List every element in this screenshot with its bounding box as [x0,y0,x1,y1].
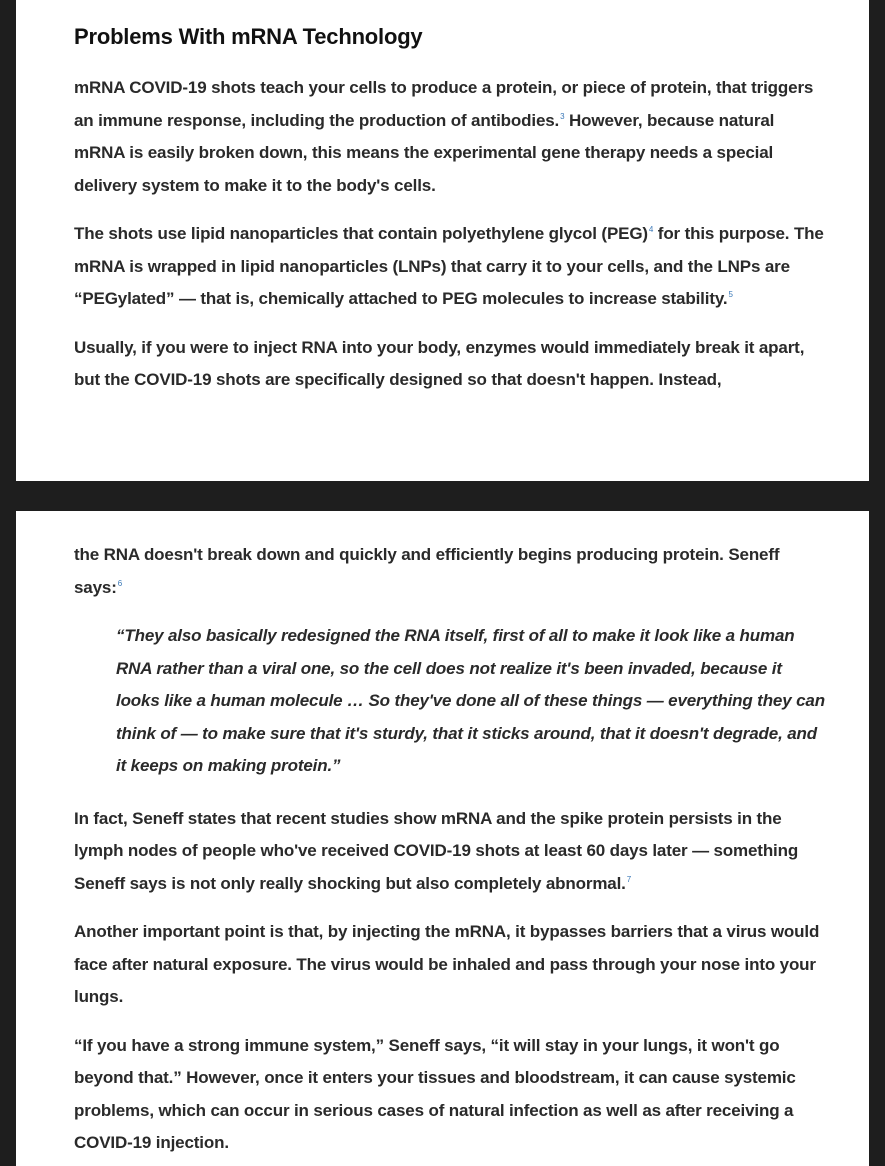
paragraph-text: However, because natural mRNA is easily broken down, this means the experimental gene therapy needs a special delivery system to make it to the body's cells. [74,110,775,195]
paragraph-mrna-shots [74,72,829,202]
paragraph-text: mRNA COVID-19 shots teach your cells to produce a protein, or piece of protein, that triggers an immune response, including the production of antibodies. [74,78,814,130]
paragraph-lymph-nodes [74,803,829,901]
footnote-link-6[interactable]: 6 [117,578,123,588]
paragraph-text: The shots use lipid nanoparticles that contain polyethylene glycol (PEG) [74,224,648,243]
paragraph-inject-rna: Usually, if you were to inject RNA into your body, enzymes would immediately break it apart, but the COVID-19 shots are specifically designed so that doesn't happen. Instead, [74,337,805,389]
paragraph-text: In fact, Seneff states that recent studies show mRNA and the spike protein persists in the lymph nodes of people who've received COVID-19 shots at least 60 days later — something Seneff says is not only really shocking but also completely abnormal. [74,808,799,893]
article-page-top [16,0,869,481]
paragraph-text: for this purpose. The mRNA is wrapped in lipid nanoparticles (LNPs) that carry it to your cells, and the LNPs are “PEGylated” — that is, chemically attached to PEG molecules to increase stability. [74,224,824,308]
footnote-link-4[interactable]: 4 [648,225,654,235]
paragraph-lipid-nanoparticles [74,218,829,316]
article-page-bottom [16,511,869,1166]
paragraph-rna-continues [74,539,829,604]
footnote-link-7[interactable]: 7 [626,874,632,884]
section-heading: Problems With mRNA Technology [74,24,423,49]
blockquote-seneff: “They also basically redesigned the RNA itself, first of all to make it look like a human RNA rather than a viral one, so the cell does not realize it's been invaded, because it looks like a human molecule … So they've done all of these things — everything they can think of — to make sure that it's sturdy, that it sticks around, that it doesn't degrade, and it keeps on making protein.” [116,626,825,775]
paragraph-barriers: Another important point is that, by injecting the mRNA, it bypasses barriers that a virus would face after natural exposure. The virus would be inhaled and pass through your nose into your lungs. [74,922,820,1006]
paragraph-text: the RNA doesn't break down and quickly and efficiently begins producing protein. Seneff says: [74,545,780,597]
footnote-link-5[interactable]: 5 [728,290,733,300]
paragraph-immune-system: “If you have a strong immune system,” Seneff says, “it will stay in your lungs, it won't go beyond that.” However, once it enters your tissues and bloodstream, it can cause systemic problems, which can occur in serious cases of natural infection as well as after receiving a COVID-19 injection. [74,1035,796,1152]
footnote-link-3[interactable]: 3 [560,111,565,121]
